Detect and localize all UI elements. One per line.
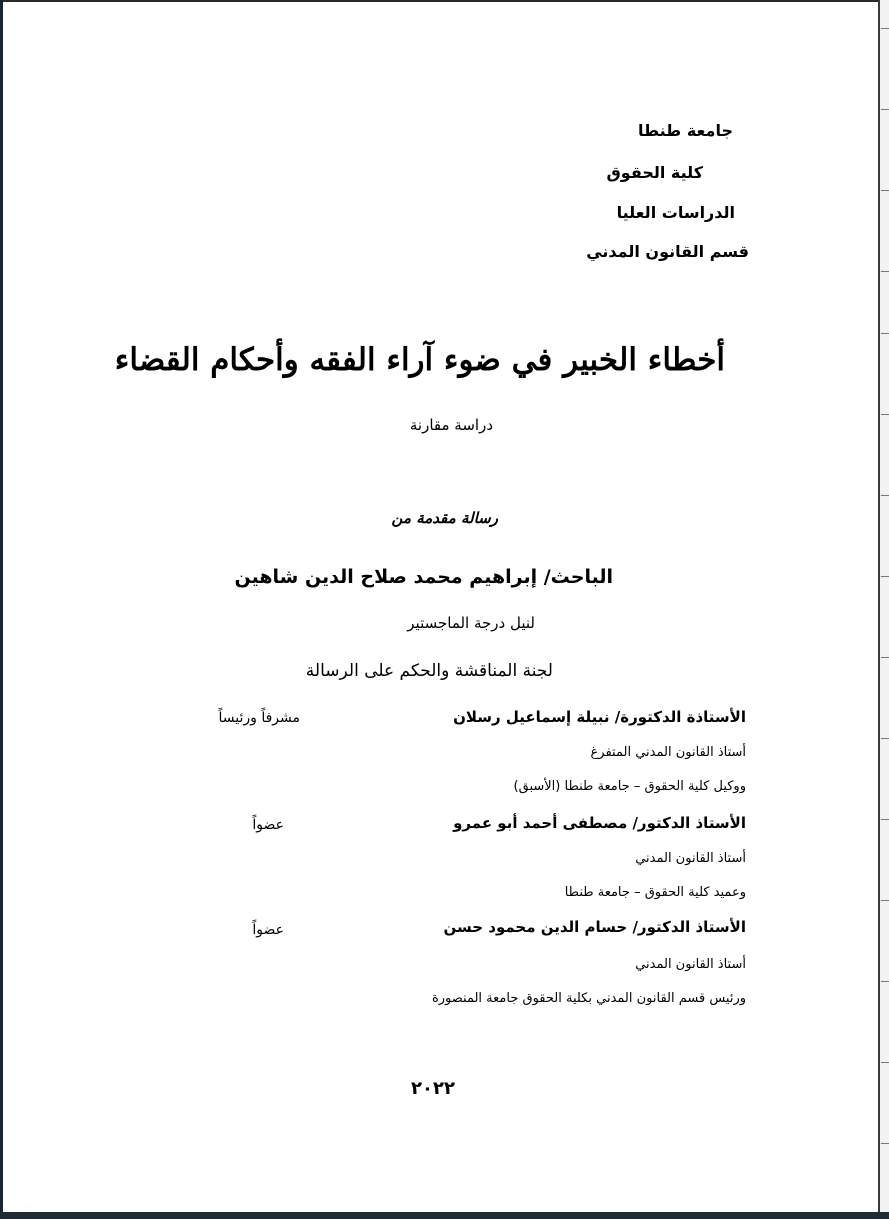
member-1-name: الأستاذة الدكتورة/ نبيلة إسماعيل رسلان [453,708,746,726]
member-3-name: الأستاذ الدكتور/ حسام الدين محمود حسن [443,918,746,936]
degree-label: لنيل درجة الماجستير [407,614,535,632]
document-page [3,2,878,1212]
gutter-tick [881,576,889,577]
member-2-post: وعميد كلية الحقوق – جامعة طنطا [564,885,746,900]
page-right-edge [878,0,880,1212]
member-1-role: مشرفاً ورئيساً [218,710,300,726]
window-bottom-bar [0,1212,889,1219]
gutter-tick [881,109,889,110]
document-subtitle: دراسة مقارنة [409,416,493,434]
department-name: قسم القانون المدني [586,242,749,261]
gutter-tick [881,819,889,820]
document-year: ٢٠٢٢ [411,1078,455,1099]
member-1-post: ووكيل كلية الحقوق – جامعة طنطا (الأسبق) [513,779,746,794]
member-3-role: عضواً [252,922,284,938]
gutter-tick [881,1143,889,1144]
faculty-name: كلية الحقوق [606,163,703,182]
researcher-name: الباحث/ إبراهيم محمد صلاح الدين شاهين [234,566,613,588]
document-title: أخطاء الخبير في ضوء آراء الفقه وأحكام القضاء [114,342,725,378]
gutter-tick [881,738,889,739]
member-3-title: أستاذ القانون المدني [635,957,746,972]
gutter-tick [881,271,889,272]
gutter-tick [881,657,889,658]
page-gutter [880,0,889,1212]
member-3-post: ورئيس قسم القانون المدني بكلية الحقوق جامعة المنصورة [431,991,746,1006]
member-2-title: أستاذ القانون المدني [635,851,746,866]
studies-name: الدراسات العليا [616,203,735,222]
thesis-label: رسالة مقدمة من [391,509,498,527]
committee-title: لجنة المناقشة والحكم على الرسالة [305,661,553,681]
member-2-role: عضواً [252,817,284,833]
university-name: جامعة طنطا [638,121,733,140]
gutter-tick [881,333,889,334]
gutter-tick [881,414,889,415]
gutter-tick [881,1062,889,1063]
member-1-title: أستاذ القانون المدني المتفرغ [590,745,746,760]
gutter-tick [881,981,889,982]
member-2-name: الأستاذ الدكتور/ مصطفى أحمد أبو عمرو [453,814,746,832]
gutter-tick [881,28,889,29]
gutter-tick [881,190,889,191]
gutter-tick [881,900,889,901]
gutter-tick [881,495,889,496]
